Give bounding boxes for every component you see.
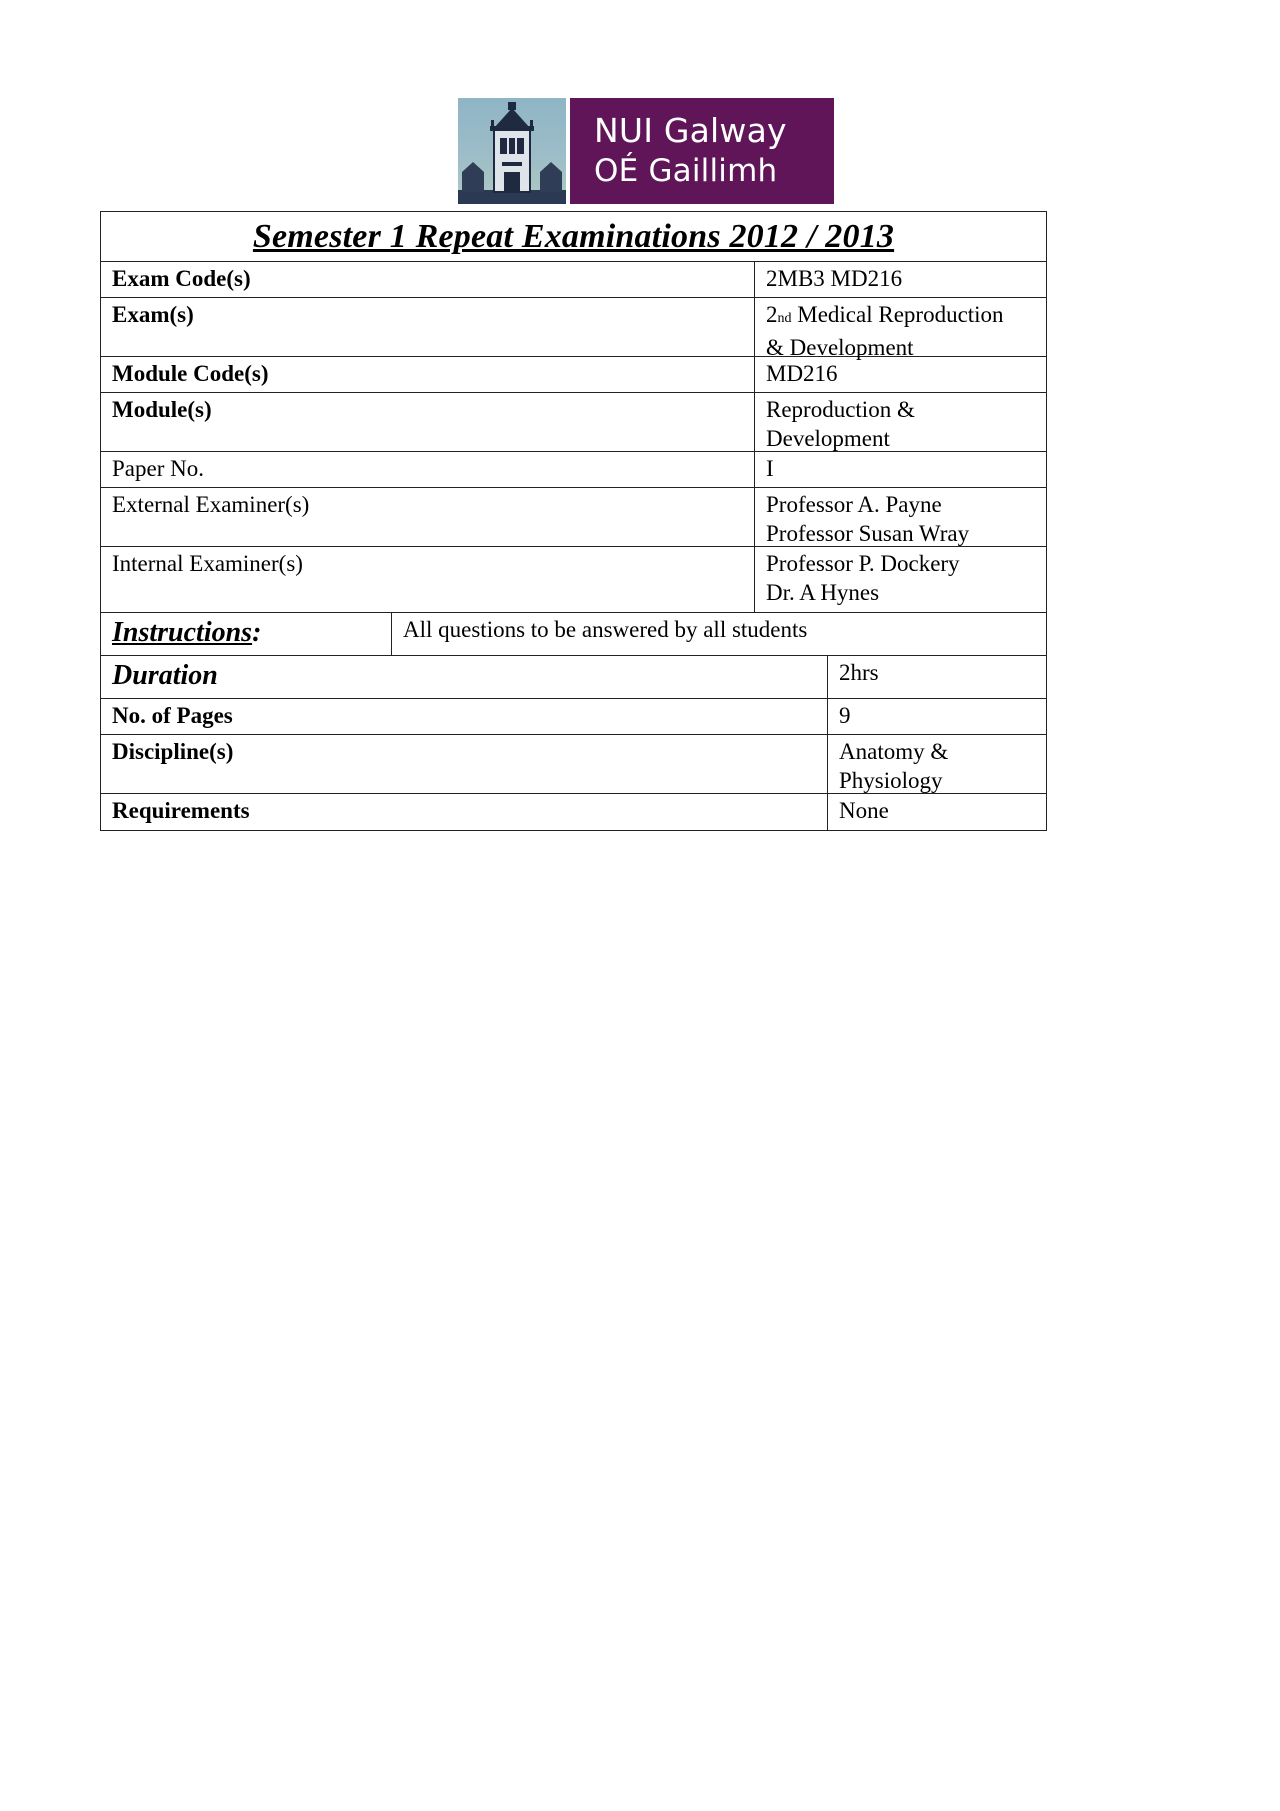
external-examiners-label: External Examiner(s) [112,492,310,517]
exams-ordinal-number: 2 [766,302,778,327]
instructions-label-text: Instructions [112,617,253,648]
duration-label: Duration [112,660,218,691]
pages-label: No. of Pages [112,703,233,728]
row-module-codes [101,357,1046,393]
instructions-label-colon: : [252,617,262,648]
modules-value-line1: Reproduction & [766,397,915,422]
row-exams [101,298,1046,360]
row-requirements [101,794,1046,830]
logo-wordmark [570,98,834,204]
instructions-label [101,613,391,655]
external-examiner-1: Professor A. Payne [766,492,942,517]
row-exam-codes [101,262,1046,298]
pages-value: 9 [827,699,1045,734]
disciplines-value-line2: Physiology [839,768,943,793]
disciplines-value [827,735,1045,793]
row-instructions [101,613,1046,656]
exams-value-line1 [766,300,1034,333]
modules-value [754,393,1045,451]
exams-label: Exam(s) [112,302,194,327]
internal-examiner-2: Dr. A Hynes [766,580,880,605]
module-codes-value: MD216 [754,357,1045,392]
duration-value: 2hrs [827,656,1045,698]
disciplines-value-line1: Anatomy & [839,739,949,764]
exams-value [754,298,1045,360]
row-disciplines [101,735,1046,794]
exam-cover-table [100,211,1047,831]
internal-examiner-1: Professor P. Dockery [766,551,960,576]
instructions-value: All questions to be answered by all students [391,613,1046,655]
row-duration [101,656,1046,699]
row-paper-no [101,452,1046,488]
exams-name: Medical Reproduction [791,302,1004,327]
exams-value-line2: & Development [766,335,914,360]
row-external-examiners [101,488,1046,547]
module-codes-label: Module Code(s) [112,361,269,386]
modules-value-line2: Development [766,426,890,451]
internal-examiners-label: Internal Examiner(s) [112,551,303,576]
exam-codes-label: Exam Code(s) [112,266,251,291]
exams-ordinal-suffix: nd [777,311,792,326]
university-logo [458,98,834,204]
disciplines-label: Discipline(s) [112,739,234,764]
title-row [101,212,1046,262]
paper-no-label: Paper No. [112,456,204,481]
row-modules [101,393,1046,452]
requirements-value: None [827,794,1045,830]
external-examiners-value [754,488,1045,546]
tower-emblem-icon [458,98,566,204]
logo-name-english: NUI Galway [594,111,787,150]
modules-label: Module(s) [112,397,212,422]
page-title: Semester 1 Repeat Examinations 2012 / 2013 [252,217,895,255]
logo-name-irish: OÉ Gaillimh [594,153,778,189]
row-pages [101,699,1046,735]
row-internal-examiners [101,547,1046,613]
external-examiner-2: Professor Susan Wray [766,521,970,546]
exam-codes-value: 2MB3 MD216 [754,262,1045,297]
internal-examiners-value [754,547,1045,612]
requirements-label: Requirements [112,798,250,823]
paper-no-value: I [754,452,1045,487]
